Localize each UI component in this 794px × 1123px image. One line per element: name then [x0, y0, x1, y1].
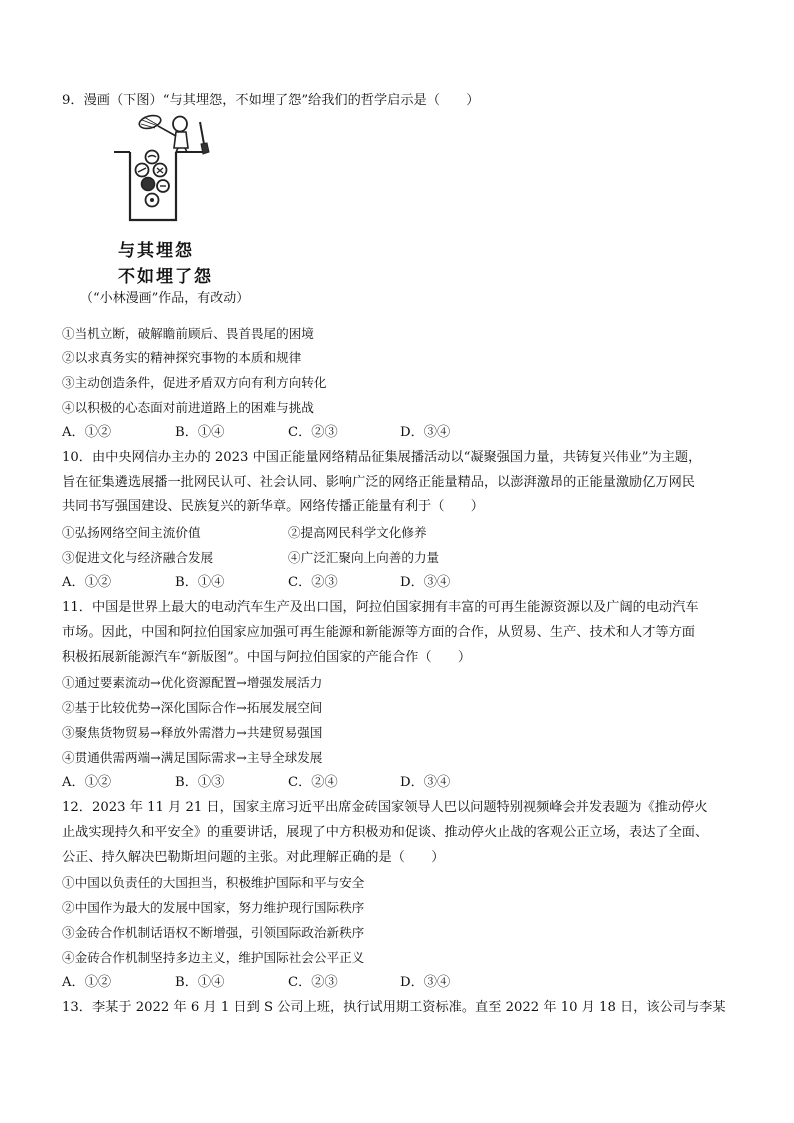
q9-choice-b[interactable]: B．①④ — [175, 425, 225, 440]
q10-choice-d[interactable]: D．③④ — [400, 575, 451, 590]
q9-choices — [62, 424, 742, 442]
q11-stem-line-1: 11．中国是世界上最大的电动汽车生产及出口国，阿拉伯国家拥有丰富的可再生能源资源以及广阔的电动汽车 — [62, 600, 699, 615]
q11-choice-a[interactable]: A．①② — [62, 775, 112, 790]
q12-option-1: ①中国以负责任的大国担当，积极维护国际和平与安全 — [62, 875, 365, 890]
q11-option-1: ①通过要素流动→优化资源配置→增强发展活力 — [62, 675, 323, 690]
q12-option-3: ③金砖合作机制话语权不断增强，引领国际政治新秩序 — [62, 925, 365, 940]
q12-option-4: ④金砖合作机制坚持多边主义，维护国际社会公平正义 — [62, 950, 365, 965]
q9-choice-a[interactable]: A．①② — [62, 425, 112, 440]
q10-choice-a[interactable]: A．①② — [62, 575, 112, 590]
q12-choice-c[interactable]: C．②③ — [288, 975, 338, 990]
q11-option-2: ②基于比较优势→深化国际合作→拓展发展空间 — [62, 700, 323, 715]
q12-choice-d[interactable]: D．③④ — [400, 975, 451, 990]
q12-choices — [62, 974, 742, 992]
q9-choice-c[interactable]: C．②③ — [288, 425, 338, 440]
q12-stem-line-1: 12．2023 年 11 月 21 日，国家主席习近平出席金砖国家领导人巴以问题特别视频峰会并发表题为《推动停火 — [62, 800, 708, 815]
cartoon-illustration — [108, 112, 228, 222]
q11-option-3: ③聚焦货物贸易→释放外需潜力→共建贸易强国 — [62, 725, 323, 740]
q9-option-1: ①当机立断，破解瞻前顾后、畏首畏尾的困境 — [62, 326, 314, 341]
q10-stem-line-2: 旨在征集遴选展播一批网民认可、社会认同、影响广泛的网络正能量精品，以澎湃激昂的正能量激励亿万网民 — [62, 475, 695, 490]
q12-choice-a[interactable]: A．①② — [62, 975, 112, 990]
q10-options-row-2 — [62, 549, 742, 567]
q11-stem-line-3: 积极拓展新能源汽车“新版图”。中国与阿拉伯国家的产能合作（ ） — [62, 650, 472, 665]
q10-choices — [62, 574, 742, 592]
q9-choice-d[interactable]: D．③④ — [400, 425, 451, 440]
q13-stem-line-1: 13．李某于 2022 年 6 月 1 日到 S 公司上班，执行试用期工资标准。直至 2022 年 10 月 18 日，该公司与李某 — [62, 1000, 726, 1015]
q9-option-4: ④以积极的心态面对前进道路上的困难与挑战 — [62, 400, 314, 415]
q11-choices — [62, 774, 742, 792]
q12-stem-line-2: 止战实现持久和平安全》的重要讲话，展现了中方积极劝和促谈、推动停火止战的客观公正立场，表达了全面、 — [62, 825, 709, 840]
q10-choice-c[interactable]: C．②③ — [288, 575, 338, 590]
cartoon-caption-line-2: 不如埋了怨 — [118, 267, 213, 287]
q12-stem-line-3: 公正、持久解决巴勒斯坦问题的主张。对此理解正确的是（ ） — [62, 850, 445, 865]
q10-stem-line-3: 共同书写强国建设、民族复兴的新华章。网络传播正能量有利于（ ） — [62, 499, 484, 514]
q10-option-4: ④广泛汇聚向上向善的力量 — [288, 550, 440, 565]
q11-stem-line-2: 市场。因此，中国和阿拉伯国家应加强可再生能源和新能源等方面的合作，从贸易、生产、技术和人才等方面 — [62, 625, 695, 640]
q9-stem: 9．漫画（下图）“与其埋怨，不如埋了怨”给我们的哲学启示是（ ） — [62, 93, 480, 108]
q9-option-2: ②以求真务实的精神探究事物的本质和规律 — [62, 350, 302, 365]
q10-option-2: ②提高网民科学文化修养 — [288, 525, 427, 540]
q10-option-3: ③促进文化与经济融合发展 — [62, 550, 214, 565]
q11-choice-b[interactable]: B．①③ — [175, 775, 225, 790]
q11-option-4: ④贯通供需两端→满足国际需求→主导全球发展 — [62, 750, 323, 765]
q10-options-row-1 — [62, 524, 742, 542]
cartoon-credit: （“小林漫画”作品，有改动） — [80, 291, 250, 306]
q12-choice-b[interactable]: B．①④ — [175, 975, 225, 990]
q12-option-2: ②中国作为最大的发展中国家，努力维护现行国际秩序 — [62, 900, 365, 915]
q10-option-1: ①弘扬网络空间主流价值 — [62, 525, 201, 540]
q11-choice-c[interactable]: C．②④ — [288, 775, 338, 790]
cartoon-caption-line-1: 与其埋怨 — [118, 241, 194, 261]
q10-choice-b[interactable]: B．①④ — [175, 575, 225, 590]
q10-stem-line-1: 10．由中央网信办主办的 2023 中国正能量网络精品征集展播活动以“凝聚强国力量，共铸复兴伟业”为主题， — [62, 450, 702, 465]
q9-option-3: ③主动创造条件，促进矛盾双方向有利方向转化 — [62, 375, 327, 390]
q11-choice-d[interactable]: D．③④ — [400, 775, 451, 790]
